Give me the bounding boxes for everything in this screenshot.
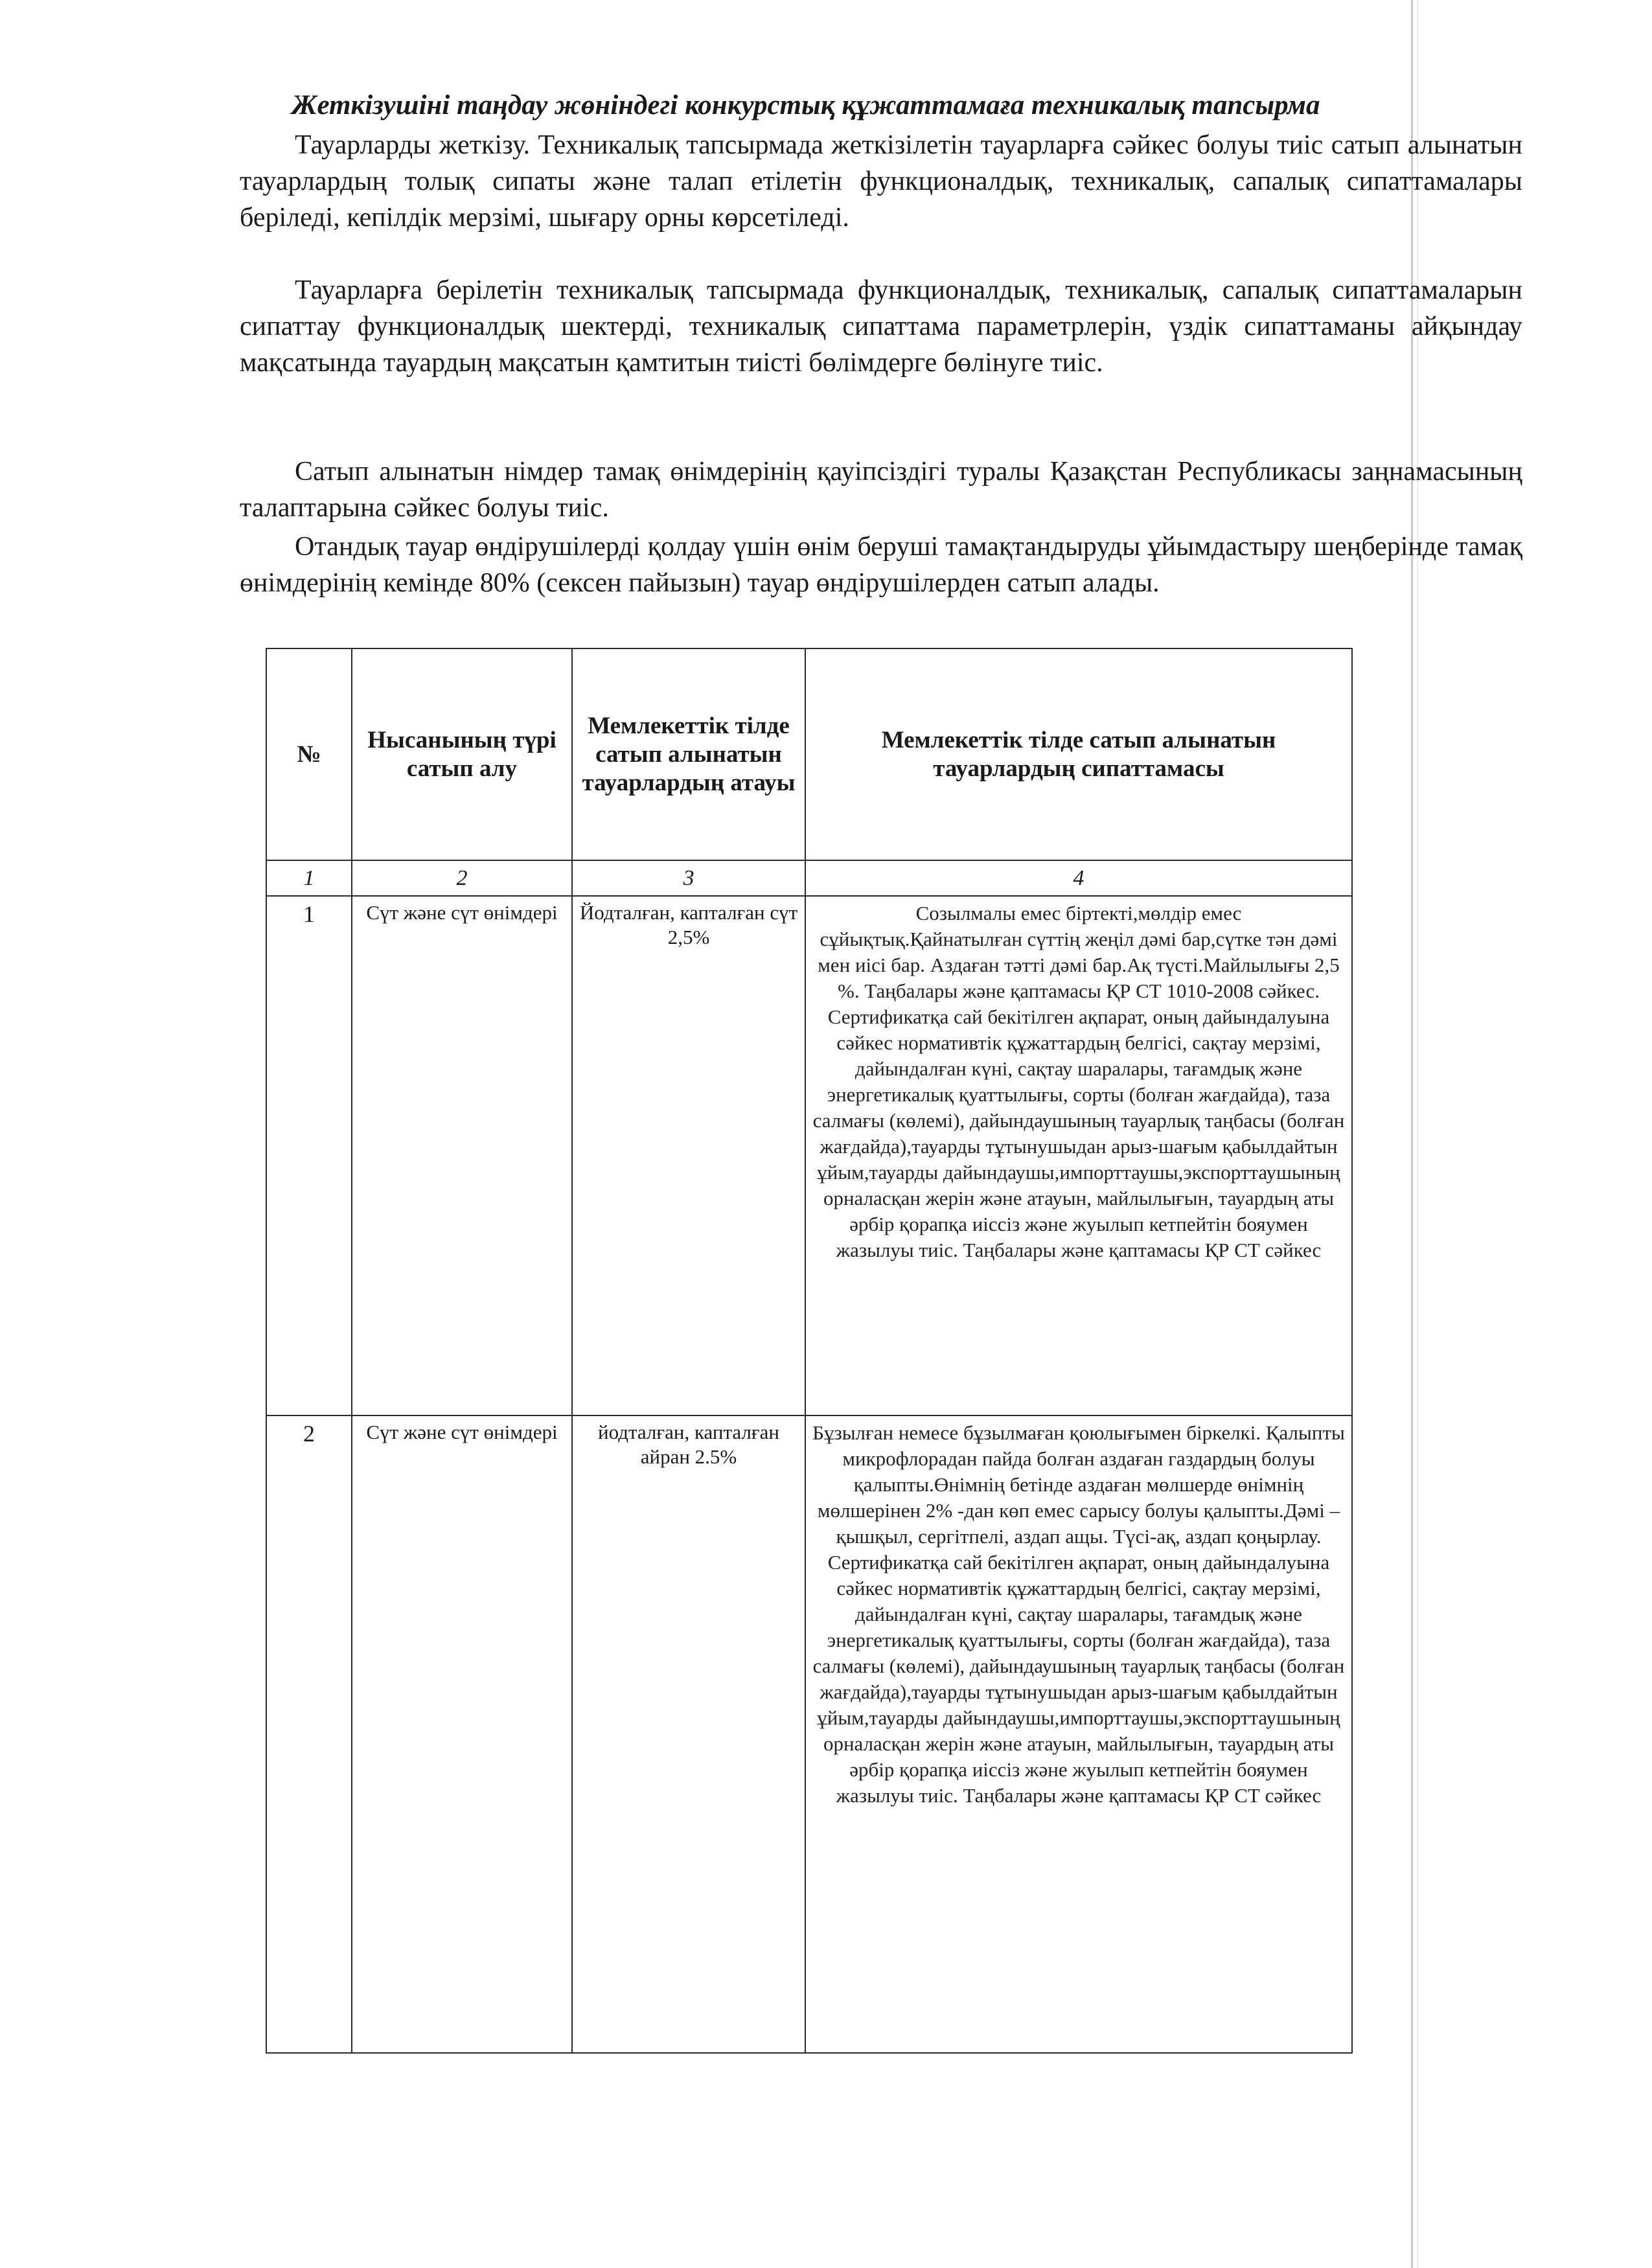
procurement-type: Сүт және сүт өнімдері <box>352 896 572 1415</box>
goods-name: йодталған, капталған айран 2.5% <box>572 1415 805 2053</box>
column-number: 4 <box>805 860 1352 896</box>
header-goods-description: Мемлекеттік тілде сатып алынатын тауарлардың сипаттамасы <box>805 648 1352 860</box>
goods-description: Созылмалы емес біртекті,мөлдір емес сұйықтық.Қайнатылған сүттің жеңіл дәмі бар,сүтке тән дәмі мен иісі бар. Аздаған тәтті дәмі бар.Ақ түсті.Майлылығы 2,5 %. Таңбалары және қаптамасы ҚР СТ 1010-2008 сәйкес. Сертификатқа сай бекітілген ақпарат, оның дайындалуына сәйкес нормативтік құжаттардың белгісі, сақтау мерзімі, дайындалған күні, сақтау шаралары, тағамдық және энергетикалық қуаттылығы, сорты (болған жағдайда), таза салмағы (көлемі), дайындаушының тауарлық таңбасы (болған жағдайда),тауарды тұтынушыдан арыз-шағым қабылдайтын ұйым,тауарды дайындаушы,импорттаушы,экспорттаушының орналасқан жерін және атауын, майлылығын, тауардың аты әрбір қорапқа иіссіз және жуылып кетпейтін бояумен жазылуы тиіс. Таңбалары және қаптамасы ҚР СТ сәйкес <box>805 896 1352 1415</box>
row-number: 1 <box>266 896 352 1415</box>
goods-description: Бұзылған немесе бұзылмаған қоюлығымен біркелкі. Қалыпты микрофлорадан пайда болған аздаған газдардың болуы қалыпты.Өнімнің бетінде аздаған мөлшерде өнімнің мөлшерінен 2% -дан көп емес сарысу болуы қалыпты.Дәмі – қышқыл, сергітпелі, аздап ащы. Түсі-ақ, аздап қоңырлау. Сертификатқа сай бекітілген ақпарат, оның дайындалуына сәйкес нормативтік құжаттардың белгісі, сақтау мерзімі, дайындалған күні, сақтау шаралары, тағамдық және энергетикалық қуаттылығы, сорты (болған жағдайда), таза салмағы (көлемі), дайындаушының тауарлық таңбасы (болған жағдайда),тауарды тұтынушыдан арыз-шағым қабылдайтын ұйым,тауарды дайындаушы,импорттаушы,экспорттаушының орналасқан жерін және атауын, майлылығын, тауардың аты әрбір қорапқа иіссіз және жуылып кетпейтін бояумен жазылуы тиіс. Таңбалары және қаптамасы ҚР СТ сәйкес <box>805 1415 1352 2053</box>
row-number: 2 <box>266 1415 352 2053</box>
column-number: 3 <box>572 860 805 896</box>
header-goods-name: Мемлекеттік тілде сатып алынатын тауарлардың атауы <box>572 648 805 860</box>
header-procurement-type: Нысанының түрі сатып алу <box>352 648 572 860</box>
paragraph-goods-delivery: Тауарларды жеткізу. Техникалық тапсырмада жеткізілетін тауарларға сәйкес болуы тиіс сатып алынатын тауарлардың толық сипаты және талап етілетін функционалдық, техникалық, сапалық сипаттамалары беріледі, кепілдік мерзімі, шығару орны көрсетіледі. <box>240 130 1522 233</box>
column-number-row <box>266 860 1352 896</box>
paragraph-technical-specs: Тауарларға берілетін техникалық тапсырмада функционалдық, техникалық, сапалық сипаттамаларын сипаттау функционалдық шектерді, техникалық сипаттама параметрлерін, үздік сипаттаманы айқындау мақсатында тауардың мақсатын қамтитын тиісті бөлімдерге бөлінуге тиіс. <box>240 275 1522 378</box>
table-header-row <box>266 648 1352 860</box>
goods-name: Йодталған, капталған сүт 2,5% <box>572 896 805 1415</box>
specification-table <box>266 648 1353 2054</box>
header-number: № <box>266 648 352 860</box>
document-title: Жеткізушіні таңдау жөніндегі конкурстық құжаттамаға техникалық тапсырма <box>292 90 1320 120</box>
paragraph-domestic-producers: Отандық тауар өндірушілерді қолдау үшін өнім беруші тамақтандыруды ұйымдастыру шеңберінде тамақ өнімдерінің кемінде 80% (сексен пайызын) тауар өндірушілерден сатып алады. <box>240 532 1522 598</box>
procurement-type: Сүт және сүт өнімдері <box>352 1415 572 2053</box>
table-row <box>266 1415 1352 2053</box>
column-number: 2 <box>352 860 572 896</box>
column-number: 1 <box>266 860 352 896</box>
table-row <box>266 896 1352 1415</box>
paragraph-food-safety: Сатып алынатын німдер тамақ өнімдерінің қауіпсіздігі туралы Қазақстан Республикасы заңнамасының талаптарына сәйкес болуы тиіс. <box>240 457 1522 523</box>
